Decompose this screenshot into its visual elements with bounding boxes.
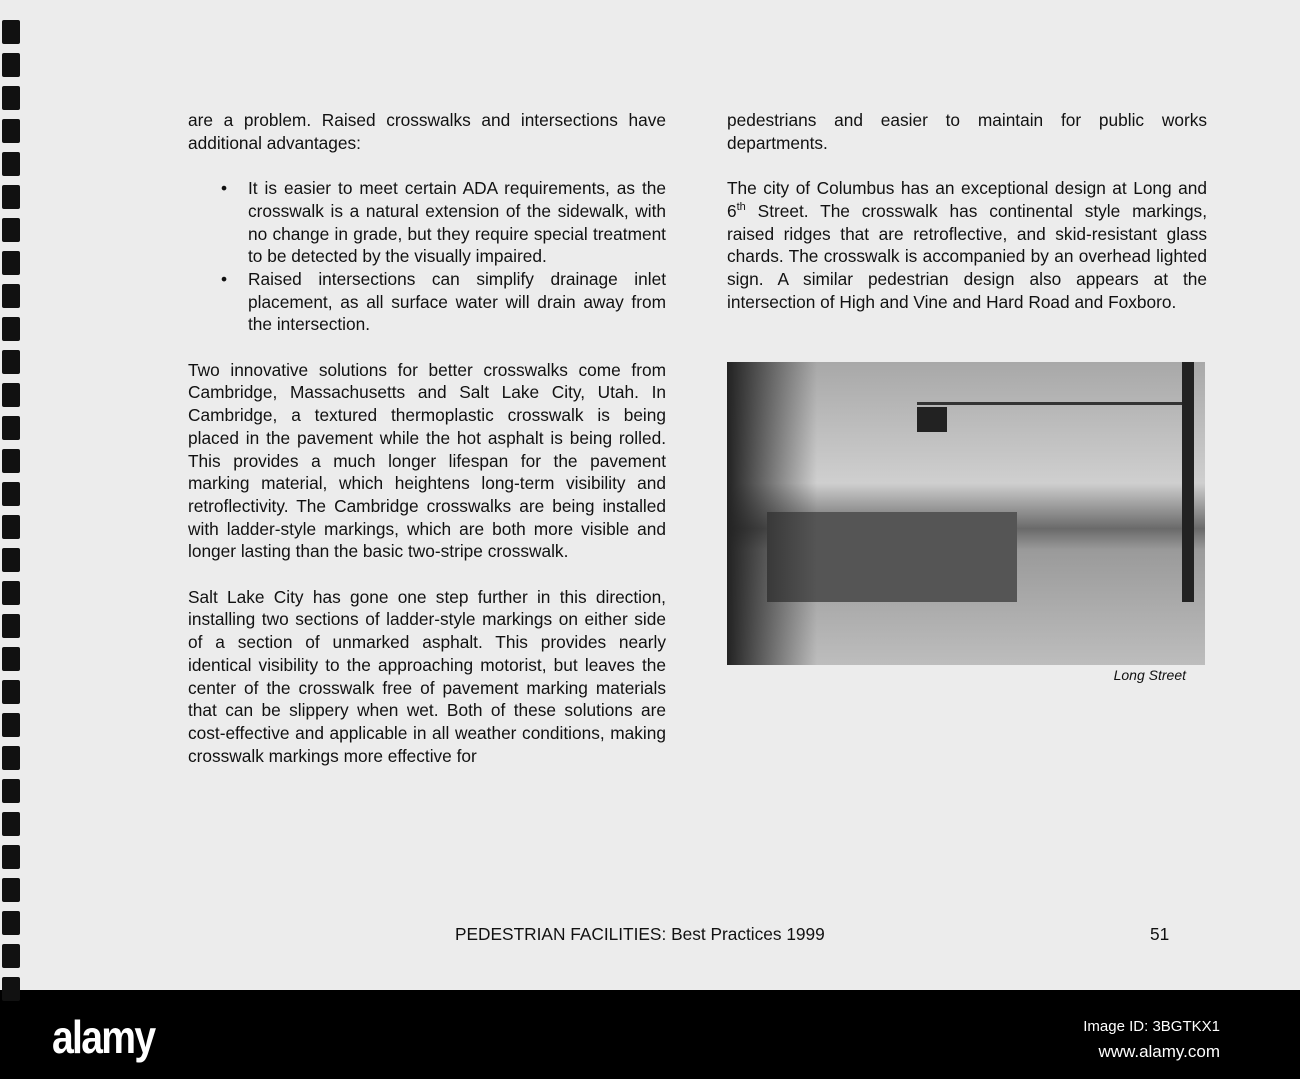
signal-pole (1182, 362, 1194, 602)
binding-ring (2, 53, 20, 77)
binding-ring (2, 482, 20, 506)
binding-ring (2, 515, 20, 539)
paragraph: pedestrians and easier to maintain for public works departments. (727, 110, 1207, 153)
bullet-item: • Raised intersections can simplify drainage inlet placement, as all surface water will drain away from the intersection. (248, 268, 666, 336)
photo-caption: Long Street (1113, 667, 1186, 683)
binding-ring (2, 614, 20, 638)
paragraph (727, 177, 1207, 313)
spiral-binding (0, 0, 26, 990)
binding-ring (2, 185, 20, 209)
site-url: www.alamy.com (1098, 1042, 1220, 1061)
binding-ring (2, 779, 20, 803)
superscript: th (736, 201, 746, 214)
binding-ring (2, 746, 20, 770)
binding-ring (2, 911, 20, 935)
image-id: Image ID: 3BGTKX1 (1083, 1018, 1220, 1035)
right-column (727, 109, 1207, 336)
bullet-item: • It is easier to meet certain ADA requirements, as the crosswalk is a natural extension of the sidewalk, with no change in grade, but they require special treatment to be detected by the visually impaired. (248, 177, 666, 268)
binding-ring (2, 680, 20, 704)
signal-arm (917, 402, 1187, 405)
lighted-sign (917, 407, 947, 432)
binding-ring (2, 416, 20, 440)
binding-ring (2, 218, 20, 242)
binding-ring (2, 383, 20, 407)
binding-ring (2, 20, 20, 44)
binding-ring (2, 944, 20, 968)
paragraph: Two innovative solutions for better crosswalks come from Cambridge, Massachusetts and Salt Lake City, Utah. In Cambridge, a textured thermoplastic crosswalk is being placed in the pavement while the hot asphalt is being rolled. This provides a much longer lifespan for the pavement marking material, which heightens long-term visibility and retroflectivity. The Cambridge crosswalks are being installed with ladder-style markings, which are both more visible and longer lasting than the basic two-stripe crosswalk. (188, 359, 666, 562)
binding-ring (2, 878, 20, 902)
binding-ring (2, 251, 20, 275)
text: The city of Columbus has an exceptional design at Long and 6 (727, 178, 1207, 221)
binding-ring (2, 548, 20, 572)
binding-ring (2, 284, 20, 308)
binding-ring (2, 350, 20, 374)
binding-ring (2, 581, 20, 605)
street-photo (727, 362, 1205, 665)
alamy-logo: alamy (52, 1011, 155, 1063)
footer-title: PEDESTRIAN FACILITIES: Best Practices 1999 (455, 924, 825, 944)
binding-ring (2, 845, 20, 869)
binding-ring (2, 86, 20, 110)
binding-ring (2, 713, 20, 737)
binding-ring (2, 317, 20, 341)
paragraph: are a problem. Raised crosswalks and intersections have additional advantages: (188, 110, 666, 153)
binding-ring (2, 647, 20, 671)
paragraph: Salt Lake City has gone one step further in this direction, installing two sections of ladder-style markings on either side of a section of unmarked asphalt. This provides nearly identical visibility to the approaching motorist, but leaves the center of the crosswalk free of pavement marking materials that can be slippery when wet. Both of these solutions are cost-effective and applicable in all weather conditions, making crosswalk markings more effective for (188, 586, 666, 766)
binding-ring (2, 152, 20, 176)
shadow (727, 362, 817, 665)
bullet-list (188, 177, 666, 336)
binding-ring (2, 812, 20, 836)
binding-ring (2, 977, 20, 1001)
binding-ring (2, 119, 20, 143)
left-column (188, 109, 666, 790)
binding-ring (2, 449, 20, 473)
text: Street. The crosswalk has continental style markings, raised ridges that are retroflective, and skid-resistant glass chards. The crosswalk is accompanied by an overhead lighted sign. A similar pedestrian design also appears at the intersection of High and Vine and Hard Road and Foxboro. (727, 200, 1207, 312)
page-number: 51 (1150, 924, 1170, 944)
